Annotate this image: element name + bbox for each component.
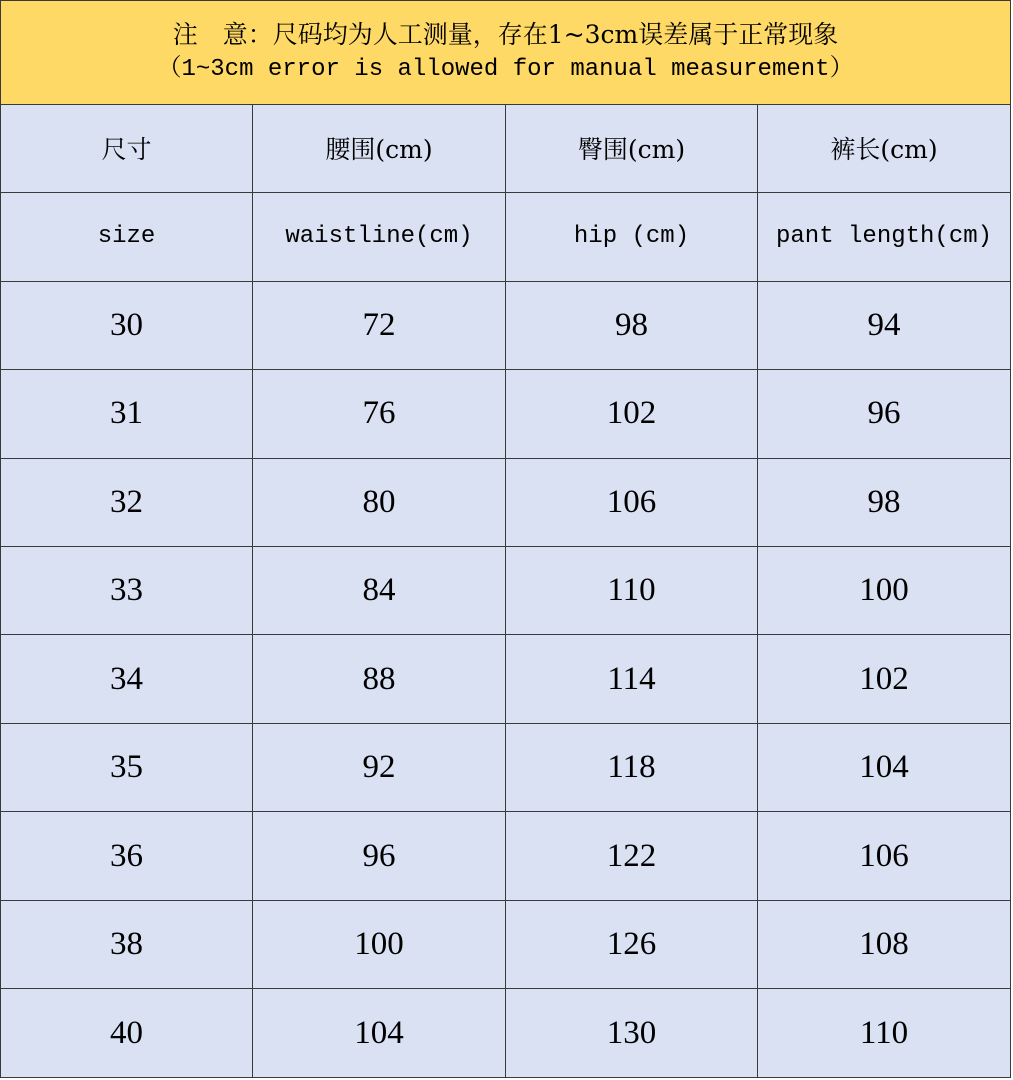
- header-row-chinese-pant-length-cell: 裤长(cm): [758, 104, 1011, 192]
- table-row: [1, 989, 1011, 1078]
- table-row-pant-length-cell: 98: [758, 458, 1011, 546]
- table-row-pant-length-cell: 106: [758, 812, 1011, 900]
- header-row-chinese: [1, 104, 1011, 192]
- table-row-size-cell: 36: [1, 812, 253, 900]
- table-row-size-cell: 38: [1, 900, 253, 988]
- table-row-size-cell: 35: [1, 723, 253, 811]
- table-row-waistline-cell: 72: [253, 281, 506, 369]
- table-row: [1, 458, 1011, 546]
- table-row: [1, 812, 1011, 900]
- header-row-english-hip-cell: hip (cm): [506, 193, 758, 281]
- table-row-pant-length-cell: 108: [758, 900, 1011, 988]
- header-row-english-pant-length-cell: pant length(cm): [758, 193, 1011, 281]
- table-row-waistline-cell: 100: [253, 900, 506, 988]
- table-row-pant-length-cell: 104: [758, 723, 1011, 811]
- table-row-waistline-cell: 96: [253, 812, 506, 900]
- table-row-pant-length-cell: 94: [758, 281, 1011, 369]
- notice-english: （1~3cm error is allowed for manual measurement）: [157, 56, 854, 84]
- table-row-hip-cell: 130: [506, 989, 758, 1078]
- table-row: [1, 635, 1011, 723]
- table-row: [1, 370, 1011, 458]
- table-row-hip-cell: 98: [506, 281, 758, 369]
- header-row-chinese-size-cell: 尺寸: [1, 104, 253, 192]
- table-row-waistline-cell: 92: [253, 723, 506, 811]
- table-row-hip-cell: 106: [506, 458, 758, 546]
- size-chart-body: [1, 1, 1011, 1078]
- notice-chinese: 注 意：尺码均为人工测量，存在1~3cm误差属于正常现象: [172, 20, 839, 50]
- table-row-hip-cell: 114: [506, 635, 758, 723]
- notice-row: [1, 1, 1011, 105]
- table-row-waistline-cell: 84: [253, 546, 506, 634]
- table-row-pant-length-cell: 110: [758, 989, 1011, 1078]
- table-row: [1, 723, 1011, 811]
- table-row-size-cell: 33: [1, 546, 253, 634]
- table-row-size-cell: 31: [1, 370, 253, 458]
- header-row-english-waistline-cell: waistline(cm): [253, 193, 506, 281]
- notice-cell: [1, 1, 1011, 105]
- table-row-hip-cell: 122: [506, 812, 758, 900]
- table-row-waistline-cell: 104: [253, 989, 506, 1078]
- table-row-waistline-cell: 88: [253, 635, 506, 723]
- table-row-size-cell: 32: [1, 458, 253, 546]
- table-row-hip-cell: 102: [506, 370, 758, 458]
- header-row-chinese-hip-cell: 臀围(cm): [506, 104, 758, 192]
- table-row-hip-cell: 126: [506, 900, 758, 988]
- table-row-hip-cell: 118: [506, 723, 758, 811]
- table-row-size-cell: 40: [1, 989, 253, 1078]
- table-row-hip-cell: 110: [506, 546, 758, 634]
- table-row-size-cell: 34: [1, 635, 253, 723]
- table-row-size-cell: 30: [1, 281, 253, 369]
- table-row-waistline-cell: 76: [253, 370, 506, 458]
- table-row: [1, 900, 1011, 988]
- header-row-chinese-waistline-cell: 腰围(cm): [253, 104, 506, 192]
- header-row-english: [1, 193, 1011, 281]
- table-row-pant-length-cell: 100: [758, 546, 1011, 634]
- table-row-waistline-cell: 80: [253, 458, 506, 546]
- header-row-english-size-cell: size: [1, 193, 253, 281]
- table-row-pant-length-cell: 96: [758, 370, 1011, 458]
- table-row: [1, 281, 1011, 369]
- table-row: [1, 546, 1011, 634]
- table-row-pant-length-cell: 102: [758, 635, 1011, 723]
